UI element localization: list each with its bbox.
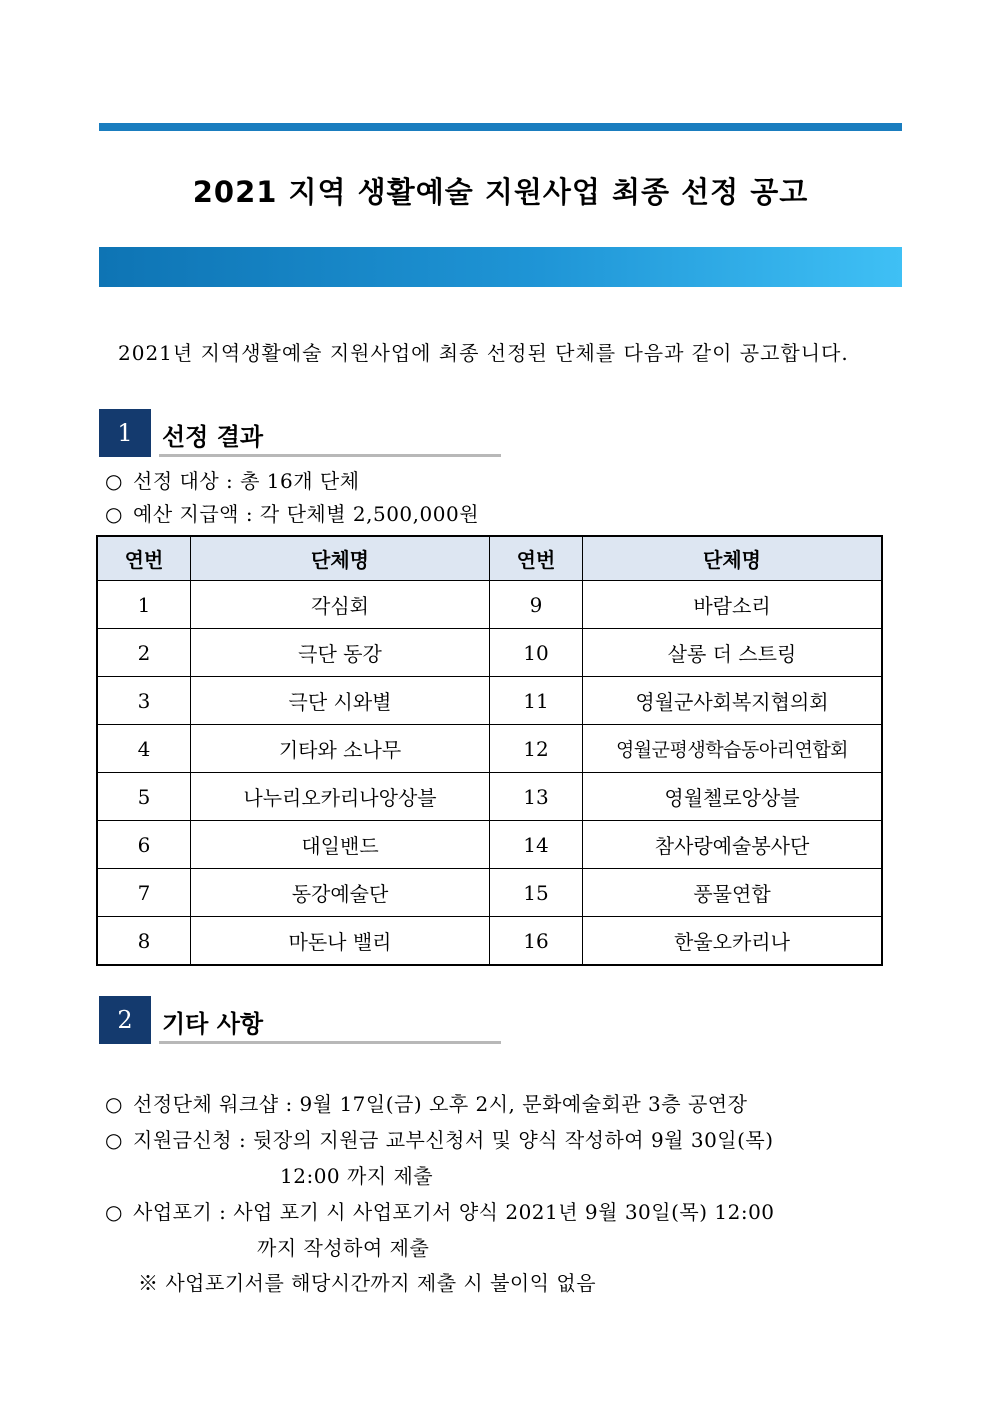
bullet-budget: ○ 예산 지급액 : 각 단체별 2,500,000원 <box>105 502 480 526</box>
cell-group-name: 극단 동강 <box>191 629 490 677</box>
cell-group-name: 살롱 더 스트링 <box>583 629 883 677</box>
cell-number: 12 <box>490 725 583 773</box>
header-number: 연번 <box>490 536 583 581</box>
cell-number: 5 <box>97 773 191 821</box>
cell-number: 15 <box>490 869 583 917</box>
cell-group-name: 마돈나 밸리 <box>191 917 490 966</box>
table-row <box>97 773 882 821</box>
cell-number: 2 <box>97 629 191 677</box>
title-banner <box>99 247 902 287</box>
cell-group-name: 바람소리 <box>583 581 883 629</box>
cell-number: 8 <box>97 917 191 966</box>
cell-number: 4 <box>97 725 191 773</box>
cell-group-name: 나누리오카리나앙상블 <box>191 773 490 821</box>
circle-bullet-icon: ○ <box>105 1200 123 1224</box>
header-group-name: 단체명 <box>191 536 490 581</box>
table-row <box>97 869 882 917</box>
table-row <box>97 725 882 773</box>
section-1-number: 1 <box>99 409 151 457</box>
cell-number: 16 <box>490 917 583 966</box>
header-group-name: 단체명 <box>583 536 883 581</box>
item-grant-application-cont: 12:00 까지 제출 <box>280 1164 434 1188</box>
section-2-title: 기타 사항 <box>162 1010 264 1038</box>
cell-group-name: 기타와 소나무 <box>191 725 490 773</box>
table-row <box>97 821 882 869</box>
cell-number: 11 <box>490 677 583 725</box>
cell-number: 6 <box>97 821 191 869</box>
cell-group-name: 영월군평생학습동아리연합회 <box>583 725 883 773</box>
item-withdrawal: ○ 사업포기 : 사업 포기 시 사업포기서 양식 2021년 9월 30일(목) 12:00 <box>105 1200 775 1224</box>
item-grant-application: ○ 지원금신청 : 뒷장의 지원금 교부신청서 및 양식 작성하여 9월 30일(목) <box>105 1128 774 1152</box>
item-withdrawal-cont: 까지 작성하여 제출 <box>257 1236 430 1260</box>
table-header-row <box>97 536 882 581</box>
top-rule <box>99 123 902 131</box>
document-title: 2021 지역 생활예술 지원사업 최종 선정 공고 <box>192 175 809 209</box>
circle-bullet-icon: ○ <box>105 469 123 493</box>
cell-number: 13 <box>490 773 583 821</box>
section-1-title: 선정 결과 <box>162 423 264 451</box>
cell-number: 3 <box>97 677 191 725</box>
circle-bullet-icon: ○ <box>105 1128 123 1152</box>
cell-group-name: 각심회 <box>191 581 490 629</box>
table-row <box>97 581 882 629</box>
cell-group-name: 영월첼로앙상블 <box>583 773 883 821</box>
table-row <box>97 629 882 677</box>
cell-group-name: 극단 시와별 <box>191 677 490 725</box>
header-number: 연번 <box>97 536 191 581</box>
cell-group-name: 한울오카리나 <box>583 917 883 966</box>
table-row <box>97 917 882 966</box>
cell-group-name: 풍물연합 <box>583 869 883 917</box>
circle-bullet-icon: ○ <box>105 1092 123 1116</box>
cell-number: 10 <box>490 629 583 677</box>
cell-number: 1 <box>97 581 191 629</box>
section-2-number: 2 <box>99 996 151 1044</box>
cell-number: 9 <box>490 581 583 629</box>
circle-bullet-icon: ○ <box>105 502 123 526</box>
cell-group-name: 영월군사회복지협의회 <box>583 677 883 725</box>
item-workshop: ○ 선정단체 워크샵 : 9월 17일(금) 오후 2시, 문화예술회관 3층 공연장 <box>105 1092 748 1116</box>
cell-group-name: 동강예술단 <box>191 869 490 917</box>
section-2-underline <box>159 1041 501 1044</box>
note-text: ※ 사업포기서를 해당시간까지 제출 시 불이익 없음 <box>138 1271 597 1295</box>
selected-groups-table <box>96 535 883 966</box>
section-1-underline <box>159 454 501 457</box>
bullet-selection-target: ○ 선정 대상 : 총 16개 단체 <box>105 469 360 493</box>
table-row <box>97 677 882 725</box>
cell-group-name: 대일밴드 <box>191 821 490 869</box>
cell-number: 14 <box>490 821 583 869</box>
cell-group-name: 참사랑예술봉사단 <box>583 821 883 869</box>
intro-text: 2021년 지역생활예술 지원사업에 최종 선정된 단체를 다음과 같이 공고합니다. <box>118 341 849 365</box>
cell-number: 7 <box>97 869 191 917</box>
